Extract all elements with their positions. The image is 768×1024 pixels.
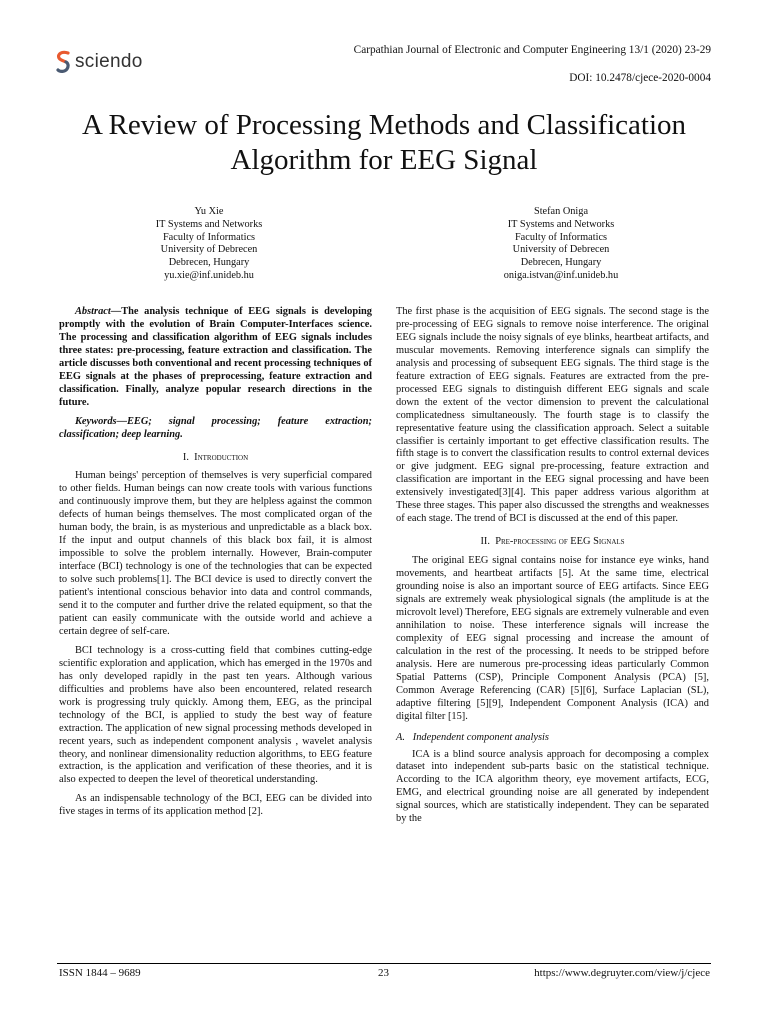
author-dept: IT Systems and Networks bbox=[155, 218, 263, 230]
author-city: Debrecen, Hungary bbox=[520, 257, 602, 269]
paragraph: The first phase is the acquisition of EEG signals. The second stage is the pre-processing of EEG signals to remove noise interference. The original EEG signals include the noisy signals of eye blinks, heartbeat artifacts, and muscular movements. Removing interference signals can simplify the analysis and processing of subsequent EEG signals. The third stage is the feature extraction of EEG signals. Features are extracted from the pre-processed EEG signals to distinguish different EEG signals and scale down the extent of the vector dimension to prevent the calculational complicatedness simultaneously. The fourth stage is to classify the representative feature using the classification approach. Select a suitable classifier is certainly important to get effective classification results. The fifth stage is to convert the classification results to control external devices or give judgment. EEG signal pre-processing, feature extraction and classification are important in the EEG signal processing and have been extensively investigated[3][4]. This paper address various algorithm at These three stages. This paper also discussed the strengths and weaknesses of each stage. The trend of BCI is discussed at the end of this paper. bbox=[396, 306, 709, 525]
author-block-1 bbox=[94, 206, 324, 283]
paragraph: BCI technology is a cross-cutting field that combines cutting-edge scientific exploration and application, which has emerged in the 1970s and has only developed rapidly in the past ten years. Although various difficulties and problems have also been encountered, related research work is progressing truly quickly. Among them, EEG, as the principal technology of the BCI, is applied to study the best way of feature extraction. The application of new signal processing methods developed in recent years, such as independent component analysis , wavelet analysis theory, and nonlinear dimensionality reduction algorithms, to EEG feature extraction, is the application and verification of these theories, and it is also expected to deepen the level of theoretical understanding. bbox=[59, 644, 372, 786]
keywords: Keywords—EEG; signal processing; feature extraction; classification; deep learning. bbox=[59, 415, 372, 440]
section-number: II. bbox=[480, 536, 490, 548]
author-name: Yu Xie bbox=[194, 206, 224, 217]
section-title: Pre-processing of EEG Signals bbox=[495, 536, 625, 548]
author-univ: University of Debrecen bbox=[512, 244, 610, 256]
abstract bbox=[59, 306, 372, 410]
paragraph: As an indispensable technology of the BCI, EEG can be divided into five stages in terms of its application method [2]. bbox=[59, 793, 372, 818]
subsection-heading-ica bbox=[396, 732, 709, 745]
author-dept: IT Systems and Networks bbox=[507, 218, 615, 230]
abstract-text: —The analysis technique of EEG signals is developing promptly with the evolution of Brain Computer-Interfaces science. The processing and classification algorithm of EEG signals includes three states: pre-processing, feature extraction and classification. The article discusses both conventional and recent processing techniques of EEG signals at the phases of preprocessing, feature extraction and classification. Finally, analyze popular research directions in the future. bbox=[59, 306, 372, 408]
paragraph: The original EEG signal contains noise for instance eye winks, hand movements, and heartbeat artifacts [5]. At the same time, electrical grounding noise is also an important source of EEG artifacts. Since EEG signals are extremely weak physiological signals (the amplitude is at the microvolt level) Therefore, EEG signals are extremely vulnerable and even annihilation to noise. These interference signals will increase the complexity of EEG signal processing and increase the amount of calculation in the rest of the processing. It needs to be stripped before analysis. Here are numerous pre-processing ideas particularly Common Spatial Patterns (CSP), Principle Component Analysis (PCA) [5], Common Average Referencing (CAR) [5][6], Surface Laplacian (SL), adaptive filtering [5][9], Independent Component Analysis (ICA) and digital filter [15]. bbox=[396, 555, 709, 722]
author-email: oniga.istvan@inf.unideb.hu bbox=[503, 269, 619, 281]
journal-citation: Carpathian Journal of Electronic and Computer Engineering 13/1 (2020) 23-29 bbox=[353, 44, 711, 56]
section-title: Introduction bbox=[194, 451, 249, 463]
right-column bbox=[396, 306, 709, 832]
section-heading-intro bbox=[59, 452, 372, 465]
sciendo-logo bbox=[56, 50, 143, 74]
author-name: Stefan Oniga bbox=[533, 206, 589, 217]
author-email: yu.xie@inf.unideb.hu bbox=[164, 269, 254, 281]
logo-text: sciendo bbox=[75, 51, 143, 72]
doi: DOI: 10.2478/cjece-2020-0004 bbox=[569, 72, 711, 84]
author-univ: University of Debrecen bbox=[160, 244, 258, 256]
subsection-number: A. bbox=[396, 731, 405, 743]
paper-title: A Review of Processing Methods and Classification Algorithm for EEG Signal bbox=[81, 109, 687, 176]
footer-issn: ISSN 1844 – 9689 bbox=[59, 967, 141, 979]
footer-url[interactable]: https://www.degruyter.com/view/j/cjece bbox=[534, 967, 710, 979]
paragraph: Human beings' perception of themselves is very superficial compared to other fields. Human beings can now create tools with various functions and continuously improve them, but they are helpless against the common defects of human beings themselves. The most complicated organ of the human body, the brain, is as mysterious and unpredictable as a black box. If the input and output channels of this black box fail, it is almost impossible to solve the problem internally. However, Brain-computer interface (BCI) technology is one of the technologies that can be expected to solve such problems[1]. The BCI device is used to directly convert the patient's intentional conscious behavior into data and control commands, send it to the computer and further drive the related equipment, so that the patient can easily communicate with the outside world and achieve a certain degree of self-care. bbox=[59, 470, 372, 637]
footer-rule bbox=[57, 963, 711, 964]
sciendo-logo-icon bbox=[56, 50, 70, 74]
section-heading-preprocessing bbox=[396, 536, 709, 549]
author-city: Debrecen, Hungary bbox=[168, 257, 250, 269]
author-block-2 bbox=[446, 206, 676, 283]
author-faculty: Faculty of Informatics bbox=[162, 231, 256, 243]
abstract-label: Abstract bbox=[75, 306, 111, 317]
author-faculty: Faculty of Informatics bbox=[514, 231, 608, 243]
page-number: 23 bbox=[378, 967, 389, 979]
section-number: I. bbox=[182, 451, 189, 463]
subsection-title: Independent component analysis bbox=[412, 731, 549, 743]
left-column bbox=[59, 306, 372, 825]
paragraph: ICA is a blind source analysis approach for decomposing a complex dataset into independent sub-parts basic on the statistical technique. According to the ICA algorithm theory, eye movement artifacts, ECG, EMG, and electrical grounding noise are all generated by independent signal sources, which are statistically independent. They can be separated by the bbox=[396, 748, 709, 825]
